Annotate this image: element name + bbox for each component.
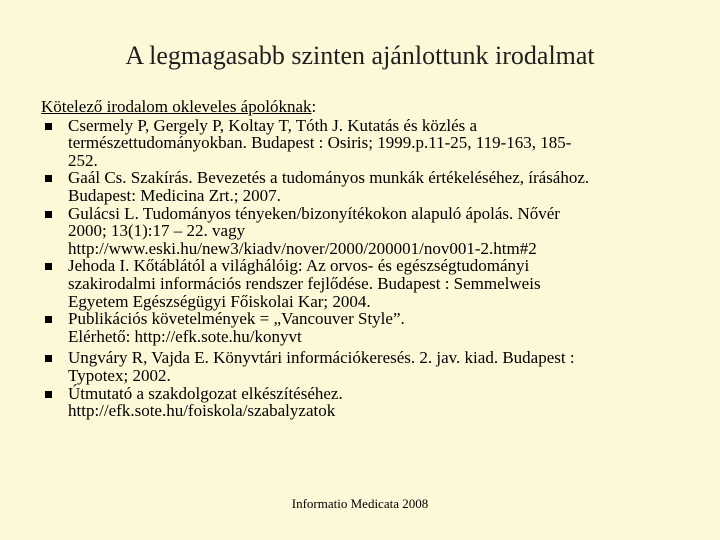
reference-line: Elérhető: http://efk.sote.hu/konyvt (68, 326, 302, 346)
square-bullet-icon (45, 211, 52, 218)
reference-item (41, 385, 691, 420)
reference-line: Budapest: Medicina Zrt.; 2007. (68, 185, 281, 205)
slide-content (41, 98, 691, 420)
reference-line: Jehoda I. Kőtáblától a világhálóig: Az orvos- és egészségtudományi (68, 256, 530, 276)
square-bullet-icon (45, 175, 52, 182)
reference-line: Egyetem Egészségügyi Főiskolai Kar; 2004. (68, 291, 371, 311)
section-heading (41, 98, 691, 116)
reference-line: 252. (68, 150, 98, 170)
reference-item (41, 349, 691, 384)
square-bullet-icon (45, 123, 52, 130)
square-bullet-icon (45, 355, 52, 362)
reference-line: http://www.eski.hu/new3/kiadv/nover/2000/200001/nov001-2.htm#2 (68, 238, 537, 258)
reference-item (41, 310, 691, 345)
reference-item (41, 117, 691, 170)
reference-line: Csermely P, Gergely P, Koltay T, Tóth J. Kutatás és közlés a (68, 115, 478, 135)
reference-line: Ungváry R, Vajda E. Könyvtári információkeresés. 2. jav. kiad. Budapest : (68, 348, 575, 368)
section-heading-colon: : (311, 97, 317, 116)
reference-line: http://efk.sote.hu/foiskola/szabalyzatok (68, 401, 336, 421)
reference-line: Gaál Cs. Szakírás. Bevezetés a tudományos munkák értékeléséhez, írásához. (68, 168, 590, 188)
reference-line: 2000; 13(1):17 – 22. vagy (68, 221, 246, 241)
square-bullet-icon (45, 391, 52, 398)
square-bullet-icon (45, 316, 52, 323)
reference-line: Typotex; 2002. (68, 365, 171, 385)
reference-line: természettudományokban. Budapest : Osiris; 1999.p.11-25, 119-163, 185- (68, 133, 572, 153)
reference-line: Gulácsi L. Tudományos tényeken/bizonyítékokon alapuló ápolás. Nővér (68, 203, 560, 223)
reference-item (41, 257, 691, 310)
reference-line: szakirodalmi információs rendszer fejlődése. Budapest : Semmelweis (68, 273, 541, 293)
reference-item (41, 205, 691, 258)
square-bullet-icon (45, 263, 52, 270)
reference-line: Útmutató a szakdolgozat elkészítéséhez. (68, 383, 343, 403)
slide-footer: Informatio Medicata 2008 (291, 496, 429, 511)
slide-title: A legmagasabb szinten ajánlottunk irodalmat (125, 41, 595, 70)
section-heading-text: Kötelező irodalom okleveles ápolóknak (41, 97, 312, 116)
reference-list (41, 117, 691, 420)
reference-line: Publikációs követelmények = „Vancouver Style”. (68, 309, 405, 329)
reference-item (41, 169, 691, 204)
